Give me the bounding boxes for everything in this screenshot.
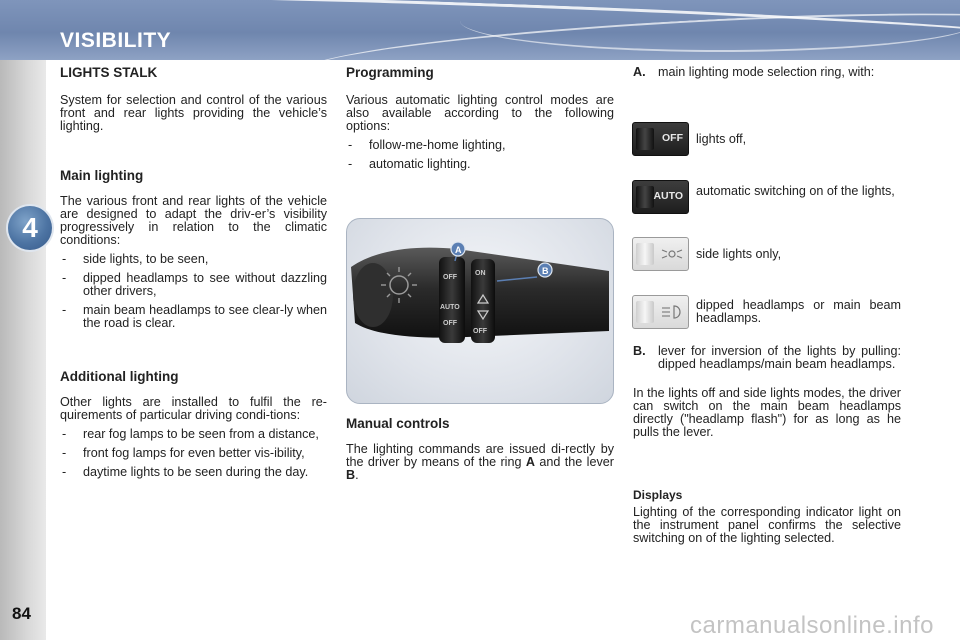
- manual-controls-text: The lighting commands are issued di-rectly by the driver by means of the ring A and the lever B.: [346, 442, 614, 482]
- chapter-tab[interactable]: 4: [8, 206, 52, 250]
- page-header: [0, 0, 960, 60]
- lever-b-description: [633, 345, 901, 385]
- side-lights-icon: [632, 237, 689, 271]
- list-item: - dipped headlamps to see without dazzling other drivers,: [60, 272, 327, 298]
- ring-label-off: OFF: [443, 274, 457, 281]
- lights-stalk-illustration: [347, 219, 613, 403]
- additional-lighting-section: [60, 370, 327, 485]
- auto-mode-icon: AUTO: [632, 180, 689, 214]
- page-number: 84: [12, 604, 31, 623]
- additional-lighting-text: Other lights are installed to fulfil the re-quirements of particular driving condi-tions:: [60, 395, 327, 422]
- mode-text-off: lights off,: [696, 132, 747, 146]
- list-item: - rear fog lamps to be seen from a distance,: [60, 428, 327, 441]
- ring-a-text: main lighting mode selection ring, with:: [658, 65, 875, 79]
- headlamp-flash-note: In the lights off and side lights modes, the driver can switch on the main beam headlamps directly ("headlamp flash") for as long as he pulls the lever.: [633, 386, 901, 439]
- lever-label-on: ON: [475, 270, 486, 277]
- key-a: A: [525, 455, 535, 469]
- off-mode-icon: OFF: [632, 122, 689, 156]
- manual-controls-section: [346, 417, 614, 482]
- section-heading-manual-controls: Manual controls: [346, 416, 450, 431]
- list-item: - follow-me-home lighting,: [346, 139, 614, 152]
- headlamp-icon: [632, 295, 689, 329]
- mode-text-side-lights: side lights only,: [696, 247, 782, 261]
- watermark: carmanualsonline.info: [690, 612, 934, 639]
- lights-stalk-intro: System for selection and control of the various front and rear lights providing the vehicle’s lighting.: [60, 93, 327, 133]
- main-lighting-section: [60, 169, 327, 336]
- section-heading-lights-stalk: LIGHTS STALK: [60, 65, 158, 80]
- mode-text-auto: automatic switching on of the lights,: [696, 184, 895, 198]
- section-heading-displays: Displays: [633, 488, 683, 502]
- ring-label-off-2: OFF: [443, 320, 457, 327]
- programming-section: [346, 66, 614, 177]
- left-margin-bar: [0, 60, 46, 640]
- callout-a-label: A: [455, 245, 462, 255]
- key-b: B: [346, 468, 356, 482]
- list-item: - daytime lights to be seen during the day.: [60, 466, 327, 479]
- ring-a-description: [633, 66, 901, 96]
- mode-text-headlamps: dipped headlamps or main beam headlamps.: [696, 298, 901, 325]
- lever-b-text: lever for inversion of the lights by pulling: dipped headlamps/main beam headlamps.: [658, 344, 901, 371]
- section-heading-main-lighting: Main lighting: [60, 168, 144, 183]
- lever-label-off: OFF: [473, 328, 487, 335]
- programming-text: Various automatic lighting control modes are also available according to the following options:: [346, 93, 614, 133]
- section-heading-programming: Programming: [346, 65, 434, 80]
- programming-list: [346, 139, 614, 171]
- list-item: - front fog lamps for even better vis-ibility,: [60, 447, 327, 460]
- lights-stalk-photo: [346, 218, 614, 404]
- item-key-a: A.: [633, 65, 646, 79]
- displays-text: Lighting of the corresponding indicator light on the instrument panel confirms the selective switching on of the lighting selected.: [633, 505, 901, 545]
- list-item: - side lights, to be seen,: [60, 253, 327, 266]
- main-lighting-list: [60, 253, 327, 330]
- list-item: - main beam headlamps to see clear-ly when the road is clear.: [60, 304, 327, 330]
- ring-label-auto: AUTO: [440, 304, 460, 311]
- main-lighting-text: The various front and rear lights of the vehicle are designed to adapt the driv-er’s visibility progressively in relation to the climatic conditions:: [60, 194, 327, 247]
- section-heading-additional-lighting: Additional lighting: [60, 369, 179, 384]
- callout-b-label: B: [542, 266, 549, 276]
- item-key-b: B.: [633, 344, 646, 358]
- additional-lighting-list: [60, 428, 327, 479]
- page-title: VISIBILITY: [60, 29, 172, 52]
- list-item: - automatic lighting.: [346, 158, 614, 171]
- column-left: [60, 66, 327, 133]
- displays-section: [633, 489, 901, 545]
